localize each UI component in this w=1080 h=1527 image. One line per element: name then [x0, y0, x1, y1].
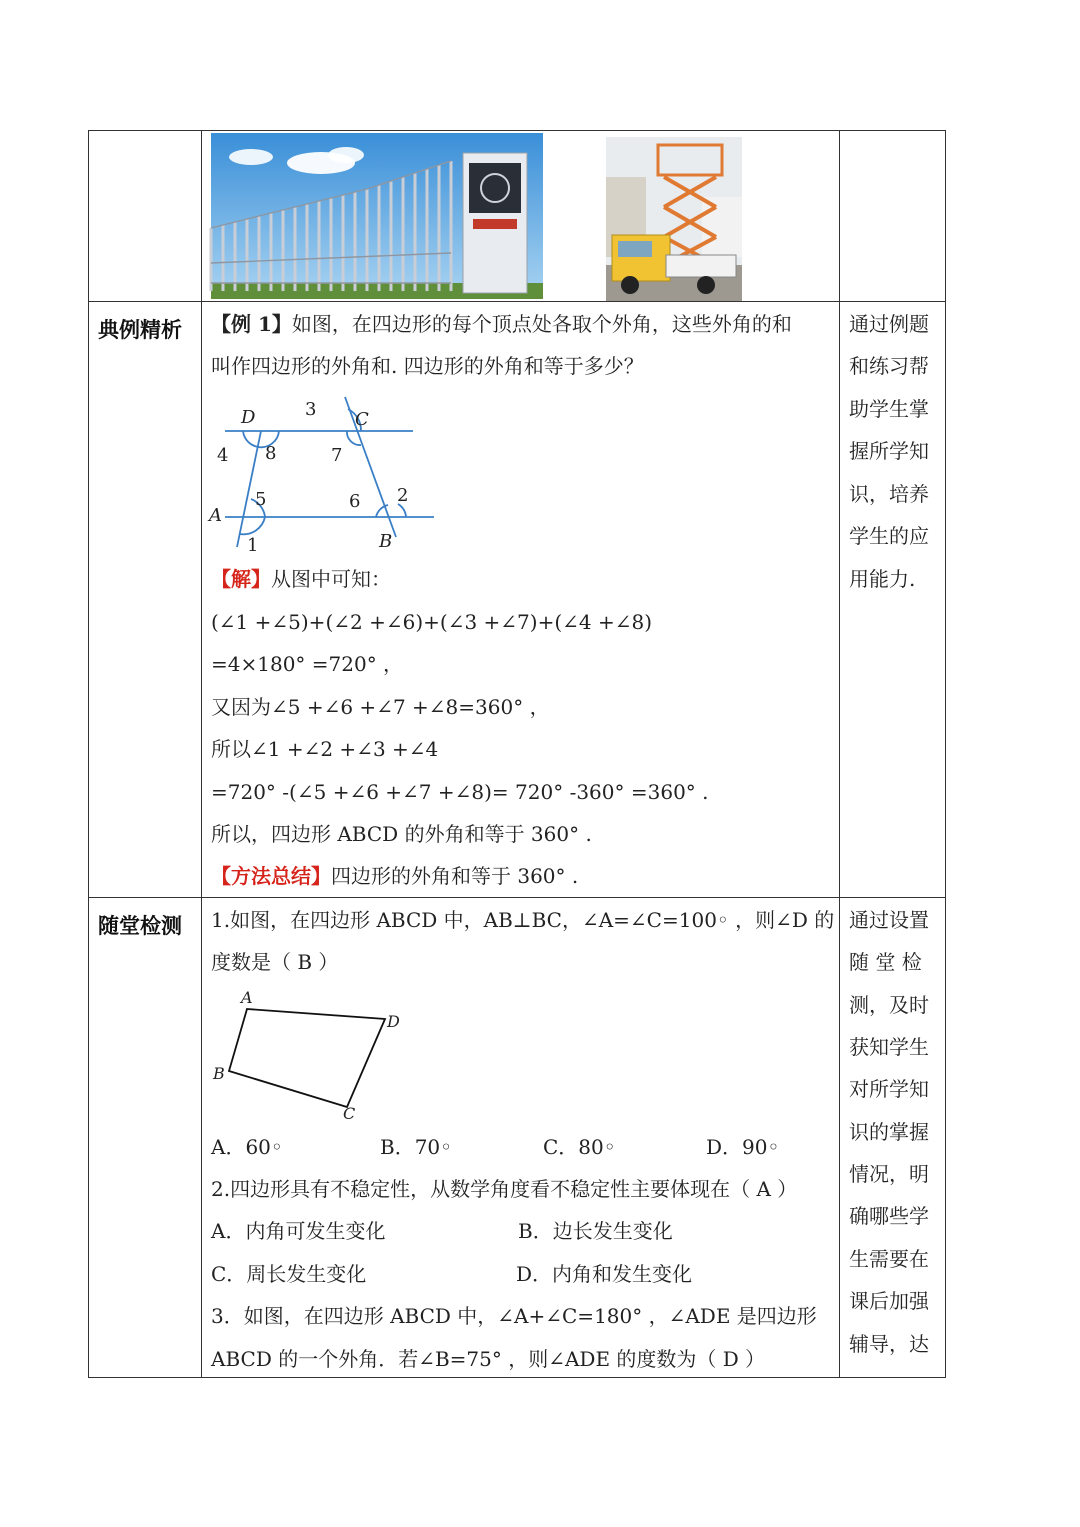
- note2-line-7: 情况，明: [849, 1162, 929, 1186]
- fig-label-A: A: [209, 505, 222, 526]
- fig-label-7: 7: [331, 445, 343, 466]
- lesson-table: [88, 130, 946, 1378]
- q1-option-b: B．70◦: [380, 1135, 452, 1159]
- note1-line-6: 学生的应: [849, 524, 929, 548]
- solution-step-2: =4×180° =720° ，: [211, 652, 404, 676]
- q2-option-d: D．内角和发生变化: [516, 1262, 693, 1286]
- solution-step-5: =720° -(∠5 +∠6 +∠7 +∠8)= 720° -360° =360° .: [211, 780, 709, 804]
- quad-label-B: B: [213, 1064, 225, 1083]
- solution-step-4: 所以∠1 +∠2 +∠3 +∠4: [211, 737, 439, 761]
- quadrilateral-figure: [207, 985, 417, 1125]
- q1-option-d: D．90◦: [706, 1135, 780, 1159]
- note2-line-9: 生需要在: [849, 1247, 929, 1271]
- fig-label-6: 6: [349, 491, 361, 512]
- solution-intro-line: [211, 569, 391, 589]
- note2-line-3: 测，及时: [849, 993, 929, 1017]
- fig-label-4: 4: [217, 445, 229, 466]
- note2-line-8: 确哪些学: [849, 1204, 929, 1228]
- column-divider-2: [839, 131, 840, 1377]
- note1-line-7: 用能力.: [849, 567, 916, 591]
- row-divider-2: [89, 897, 945, 898]
- method-summary-text: 四边形的外角和等于 360° .: [331, 864, 579, 888]
- fig-label-2: 2: [397, 485, 409, 506]
- q2-option-c: C．周长发生变化: [211, 1262, 367, 1286]
- quiz-q3-line-2: ABCD 的一个外角．若∠B=75° ，则∠ADE 的度数为（ D ）: [211, 1347, 766, 1371]
- note1-line-2: 和练习帮: [849, 354, 929, 378]
- method-summary-line: [211, 866, 578, 886]
- fig-label-1: 1: [247, 535, 259, 556]
- example-question-line-2: 叫作四边形的外角和. 四边形的外角和等于多少？: [211, 354, 644, 378]
- side-line-cb: [345, 397, 396, 537]
- fig-label-C: C: [355, 409, 369, 430]
- quad-label-A: A: [241, 988, 253, 1007]
- note2-line-2: 随 堂 检: [849, 950, 922, 974]
- note1-line-1: 通过例题: [849, 312, 929, 336]
- solution-intro: 从图中可知：: [271, 567, 391, 591]
- quad-label-C: C: [343, 1104, 356, 1123]
- method-summary-tag: 【方法总结】: [211, 864, 331, 888]
- note2-line-5: 对所学知: [849, 1077, 929, 1101]
- row-label-example: 典例精析: [98, 318, 182, 342]
- fig-label-D: D: [241, 407, 256, 428]
- solution-step-6: 所以，四边形 ABCD 的外角和等于 360° .: [211, 822, 592, 846]
- gate-photo: [211, 133, 543, 299]
- example-tag: 【例 1】: [211, 312, 292, 336]
- fig-label-3: 3: [305, 399, 317, 420]
- q2-option-b: B．边长发生变化: [518, 1219, 673, 1243]
- note1-line-4: 握所学知: [849, 439, 929, 463]
- quiz-q1-line-2: 度数是（ B ）: [211, 950, 339, 974]
- example-question-text-1: 如图，在四边形的每个顶点处各取个外角，这些外角的和: [291, 312, 792, 336]
- note2-line-6: 识的掌握: [849, 1120, 929, 1144]
- note2-line-4: 获知学生: [849, 1035, 929, 1059]
- lift-photo: [606, 137, 742, 301]
- row-label-quiz: 随堂检测: [98, 914, 182, 938]
- solution-tag: 【解】: [211, 567, 271, 591]
- note2-line-1: 通过设置: [849, 908, 929, 932]
- quad-label-D: D: [387, 1012, 400, 1031]
- q1-option-a: A．60◦: [211, 1135, 283, 1159]
- quiz-q1-line-1: 1.如图，在四边形 ABCD 中，AB⊥BC，∠A=∠C=100◦ ，则∠D 的: [211, 908, 835, 932]
- fig-label-B: B: [379, 531, 393, 552]
- solution-step-3: 又因为∠5 +∠6 +∠7 +∠8=360° ，: [211, 695, 550, 719]
- quiz-q2: 2.四边形具有不稳定性，从数学角度看不稳定性主要体现在（ A ）: [211, 1177, 798, 1201]
- example-question-line-1: [211, 314, 792, 334]
- column-divider-1: [201, 131, 202, 1377]
- fig-label-8: 8: [265, 443, 277, 464]
- note2-line-10: 课后加强: [849, 1289, 929, 1313]
- quiz-q3-line-1: 3．如图，在四边形 ABCD 中，∠A+∠C=180° ，∠ADE 是四边形: [211, 1304, 817, 1328]
- note1-line-5: 识，培养: [849, 482, 929, 506]
- exterior-angle-figure: [209, 389, 443, 558]
- note1-line-3: 助学生掌: [849, 397, 929, 421]
- q1-option-c: C．80◦: [543, 1135, 616, 1159]
- q2-option-a: A．内角可发生变化: [211, 1219, 386, 1243]
- note2-line-11: 辅导，达: [849, 1332, 929, 1356]
- solution-step-1: (∠1 +∠5)+(∠2 +∠6)+(∠3 +∠7)+(∠4 +∠8): [211, 610, 653, 634]
- fig-label-5: 5: [255, 489, 267, 510]
- row-divider-1: [89, 301, 945, 302]
